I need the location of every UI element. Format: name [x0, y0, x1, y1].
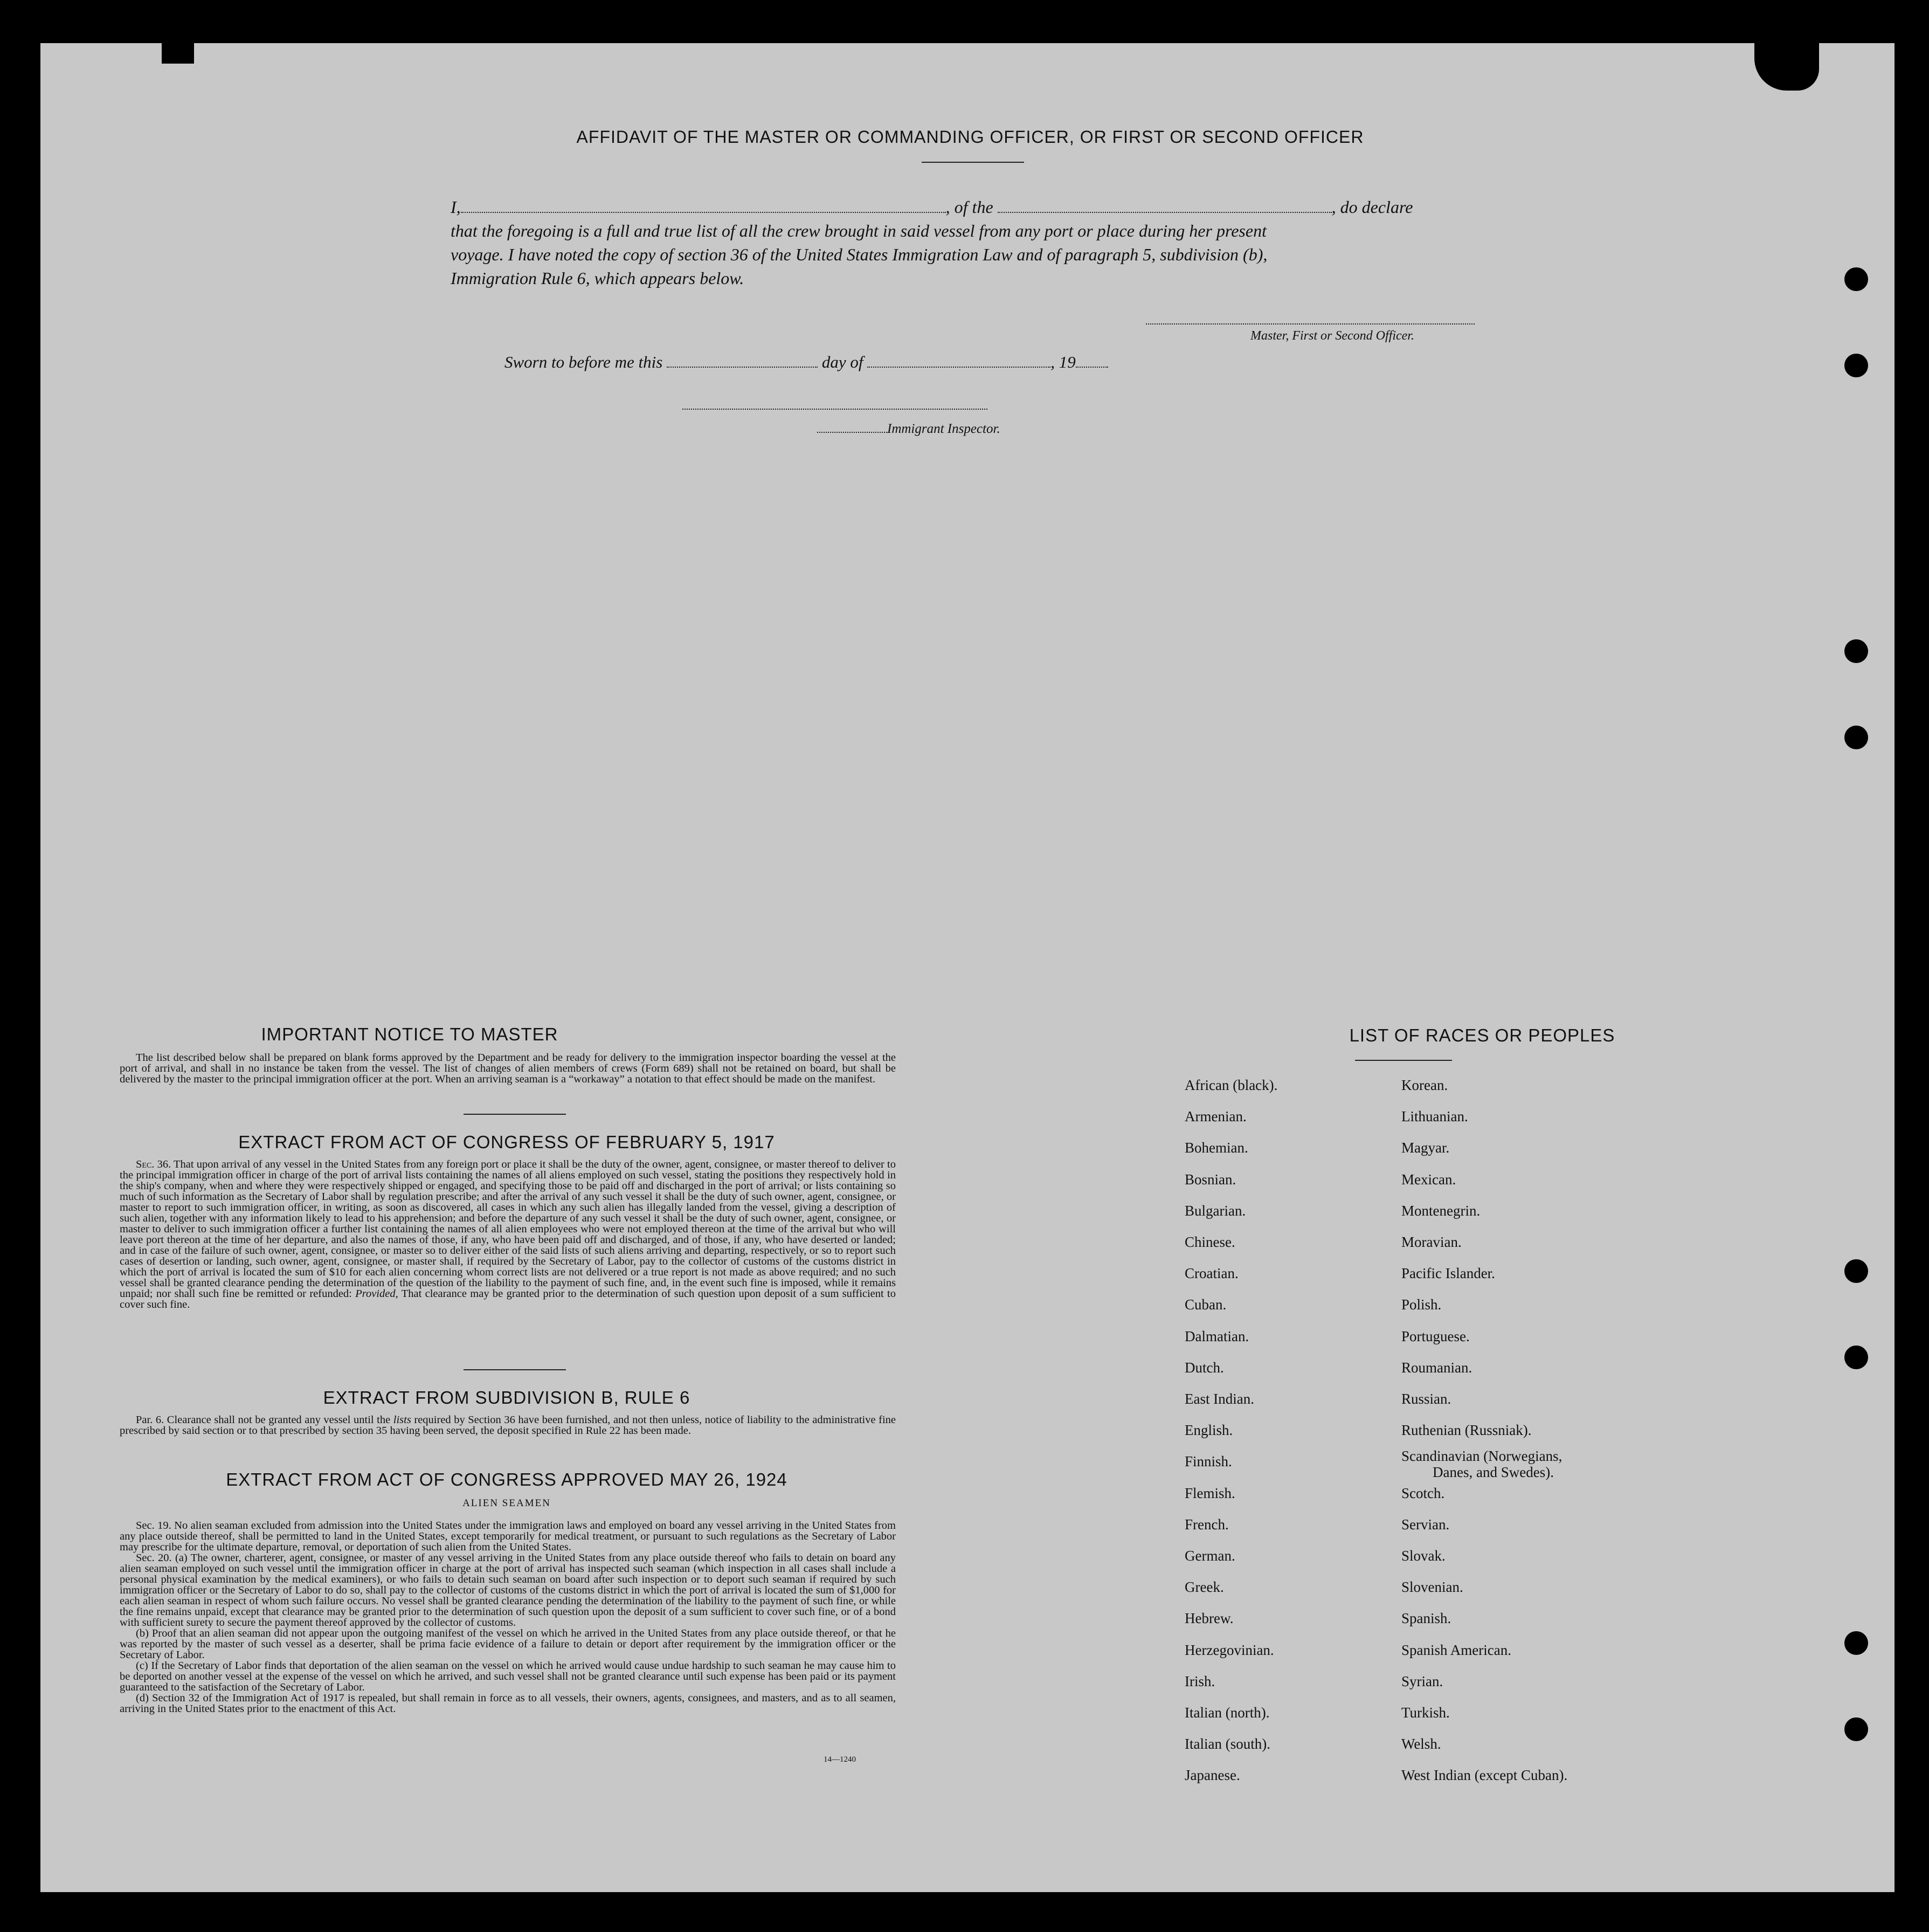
- declaration-line-3: voyage. I have noted the copy of section 36 of the United States Immigration Law and of paragraph 5, subdivision (b),: [451, 245, 1268, 264]
- race-item: Chinese.: [1185, 1234, 1235, 1250]
- race-item: Armenian.: [1185, 1108, 1247, 1125]
- declaration-line-2: that the foregoing is a full and true list of all the crew brought in said vessel from any port or place during her present: [451, 221, 1267, 240]
- race-item: Italian (north).: [1185, 1705, 1270, 1721]
- race-item: Bohemian.: [1185, 1140, 1248, 1156]
- extract-1924-title: EXTRACT FROM ACT OF CONGRESS APPROVED MAY 26, 1924: [226, 1469, 787, 1489]
- punch-hole: [1844, 1346, 1868, 1369]
- punch-hole: [1844, 267, 1868, 291]
- race-item: Cuban.: [1185, 1296, 1227, 1313]
- race-item: Magyar.: [1401, 1140, 1450, 1156]
- provided-word: Provided,: [355, 1288, 398, 1300]
- notice-text: The list described below shall be prepared on blank forms approved by the Department and be ready for delivery to the immigration inspector boarding the vessel at the port of arrival, and shall in no instance be taken from the vessel. The list of changes of alien members of crews (Form 689) shall not be retained on board, but shall be delivered by the master to the principal immigration officer at the port. When an arriving seaman is a “workaway” a notation to that effect should be made on the manifest.: [120, 1052, 896, 1085]
- inspector-signature-blank: [682, 409, 987, 410]
- race-item: Finnish.: [1185, 1453, 1232, 1470]
- year-blank: [1076, 367, 1108, 368]
- race-item: Greek.: [1185, 1579, 1224, 1596]
- race-item: Slovenian.: [1401, 1579, 1463, 1596]
- master-signature-blank: [1146, 323, 1475, 325]
- race-item: German.: [1185, 1548, 1235, 1564]
- race-item: Dalmatian.: [1185, 1328, 1249, 1344]
- punch-hole: [1844, 1631, 1868, 1655]
- form-number: 14—1240: [824, 1755, 856, 1764]
- sec-20b-text: (b) Proof that an alien seaman did not appear upon the outgoing manifest of the vessel on which he arrived in the United States from any place outside thereof, or that he was reported by the master of such vessel as a deserter, shall be prima facie evidence of a failure to detain or deport after requirement by the immigration officer or the Secretary of Labor.: [120, 1627, 896, 1661]
- sec-36-tail: That clearance may be granted prior to the determination of such question upon deposit of a sum sufficient to cover such fine.: [120, 1288, 896, 1310]
- race-item: Lithuanian.: [1401, 1108, 1468, 1125]
- punch-hole: [1844, 1259, 1868, 1283]
- race-item: Servian.: [1401, 1516, 1450, 1533]
- punch-hole: [1844, 639, 1868, 663]
- sworn-line: [504, 353, 1108, 372]
- race-item: French.: [1185, 1516, 1229, 1533]
- extract-rule6-title: EXTRACT FROM SUBDIVISION B, RULE 6: [323, 1388, 690, 1407]
- extract-1924-body: [120, 1520, 896, 1714]
- sworn-label: Sworn to before me this: [504, 353, 663, 371]
- race-item: Pacific Islander.: [1401, 1265, 1495, 1282]
- sec-36-label: Sec. 36.: [136, 1158, 171, 1170]
- sec-19-text: Sec. 19. No alien seaman excluded from admission into the United States under the immigration laws and employed on board any vessel arriving in the United States from any place outside thereof, shall be permitted to land in the United States, except temporarily for medical treatment, or pursuant to such regulations as the Secretary of Labor may prescribe for the ultimate departure, removal, or deportation of such alien from the United States.: [120, 1520, 896, 1553]
- vessel-name-blank: [998, 212, 1332, 213]
- day-of-label: day of: [821, 353, 863, 371]
- race-item: West Indian (except Cuban).: [1401, 1767, 1568, 1784]
- race-item: Scandinavian (Norwegians,: [1401, 1448, 1562, 1465]
- declarant-name-blank: [461, 212, 946, 213]
- race-item-continuation: Danes, and Swedes).: [1433, 1464, 1554, 1480]
- race-item: Syrian.: [1401, 1673, 1443, 1689]
- race-item: Roumanian.: [1401, 1359, 1472, 1376]
- par-6-intro: Par. 6. Clearance shall not be granted any vessel until the: [136, 1414, 391, 1426]
- torn-edge-left: [162, 42, 194, 64]
- race-item: Scotch.: [1401, 1485, 1445, 1501]
- races-title: LIST OF RACES OR PEOPLES: [1349, 1025, 1615, 1045]
- month-blank: [867, 367, 1050, 368]
- race-item: Ruthenian (Russniak).: [1401, 1422, 1532, 1439]
- race-item: East Indian.: [1185, 1391, 1254, 1407]
- declaration-line-1: [451, 197, 1496, 217]
- race-item: Russian.: [1401, 1391, 1451, 1407]
- race-item: Spanish American.: [1401, 1641, 1511, 1658]
- sec-20a-text: Sec. 20. (a) The owner, charterer, agent, consignee, or master of any vessel arriving in the United States from any place outside thereof who fails to detain on board any alien seaman employed on such vessel until the immigration officer in charge at the port of arrival has inspected such seaman (which inspection in all cases shall include a personal physical examination by the medical examiners), or who fails to detain such seaman on board after such inspection or to deport such seaman if required by such immigration officer or the Secretary of Labor to do so, shall pay to the collector of customs of the customs district in which the port of arrival is located the sum of $1,000 for each alien seaman in respect of whom such failure occurs. No vessel shall be granted clearance pending the determination of the liability to the payment of such fine, or while the fine remains unpaid, except that clearance may be granted prior to the determination of such question upon the deposit of a sum sufficient to cover such fine, or of a bond with sufficient surety to secure the payment thereof approved by the collector of customs.: [120, 1552, 896, 1629]
- sec-20c-text: (c) If the Secretary of Labor finds that deportation of the alien seaman on the vessel on which he arrived would cause undue hardship to such seaman he may cause him to be deported on another vessel at the expense of the vessel on which he arrived, and such vessel shall not be granted clearance until such expense has been paid or its payment guaranteed to the satisfaction of the Secretary of Labor.: [120, 1660, 896, 1693]
- race-item: Korean.: [1401, 1077, 1448, 1093]
- punch-hole: [1844, 726, 1868, 749]
- sec-20d-text: (d) Section 32 of the Immigration Act of 1917 is repealed, but shall remain in force as to all vessels, their owners, agents, consignees, and masters, and as to all seamen, arriving in the United States prior to the enactment of this Act.: [120, 1692, 896, 1715]
- inspector-caption-line: [817, 422, 1000, 437]
- master-signature-caption: Master, First or Second Officer.: [1250, 329, 1414, 343]
- year-label: , 19: [1050, 353, 1076, 371]
- race-item: Portuguese.: [1401, 1328, 1470, 1344]
- race-item: Bulgarian.: [1185, 1202, 1246, 1219]
- race-item: Turkish.: [1401, 1705, 1450, 1721]
- inspector-name-blank: [817, 432, 887, 433]
- race-item: Dutch.: [1185, 1359, 1224, 1376]
- section-rule: [464, 1369, 566, 1370]
- day-blank: [667, 367, 818, 368]
- race-item: Montenegrin.: [1401, 1202, 1481, 1219]
- race-item: Welsh.: [1401, 1736, 1441, 1752]
- race-item: Moravian.: [1401, 1234, 1462, 1250]
- inspector-caption: Immigrant Inspector.: [887, 422, 1000, 436]
- extract-1917-title: EXTRACT FROM ACT OF CONGRESS OF FEBRUARY 5, 1917: [238, 1132, 775, 1152]
- race-item: Croatian.: [1185, 1265, 1239, 1282]
- sec-36-body: That upon arrival of any vessel in the United States from any foreign port or place it shall be the duty of the owner, agent, consignee, or master thereof to deliver to the principal immigration officer in charge of the port of arrival lists containing the names of all aliens employed on such vessel, stating the positions they respectively hold in the ship's company, when and where they were respectively shipped or engaged, and specifying those to be paid off and discharged in the port of arrival; or lists containing so much of such information as the Secretary of Labor shall by regulation prescribe; and after the arrival of any such vessel it shall be the duty of such owner, agent, consignee, or master to report to such immigration officer, in writing, as soon as discovered, all cases in which any such alien has illegally landed from the vessel, giving a description of such alien, together with any information likely to lead to his apprehension; and before the departure of any such vessel it shall be the duty of such owner, agent, consignee, or master to deliver to such immigration officer a further list containing the names of all alien employees who were not employed thereon at the time of the arrival but who will leave port thereon at the time of her departure, and also the names of those, if any, who have been paid off and discharged, and of those, if any, who have deserted or landed; and in case of the failure of such owner, agent, consignee, or master so to deliver either of the said lists of such aliens arriving and departing, respectively, or so to report such cases of desertion or landing, such owner, agent, consignee, or master shall, if required by the Secretary of Labor, pay to the collector of customs of the customs district in which the port of arrival is located the sum of $10 for each alien concerning whom correct lists are not delivered or a true report is not made as above required; and no such vessel shall be granted clearance pending the determination of the question of the liability to the payment of such fine, and, in the event such fine is imposed, while it remains unpaid; nor shall such fine be remitted or refunded:: [120, 1158, 896, 1300]
- title-rule: [922, 162, 1024, 163]
- race-item: Polish.: [1401, 1296, 1442, 1313]
- race-item: Flemish.: [1185, 1485, 1235, 1501]
- alien-seamen-subtitle: ALIEN SEAMEN: [462, 1498, 551, 1509]
- of-the-label: , of the: [945, 197, 993, 217]
- race-item: Irish.: [1185, 1673, 1215, 1689]
- punch-hole: [1844, 354, 1868, 377]
- declaration-line-4: Immigration Rule 6, which appears below.: [451, 268, 744, 288]
- extract-rule6-text: [120, 1414, 896, 1436]
- race-item: Slovak.: [1401, 1548, 1446, 1564]
- par-6-body: required by Section 36 have been furnished, and not then unless, notice of liability to the administrative fine prescribed by said section or to that prescribed by section 35 having been served, the deposit specified in Rule 22 has been made.: [120, 1414, 896, 1437]
- lists-word: lists: [393, 1414, 411, 1426]
- race-item: Mexican.: [1401, 1171, 1456, 1188]
- race-item: English.: [1185, 1422, 1233, 1439]
- affidavit-title: AFFIDAVIT OF THE MASTER OR COMMANDING OFFICER, OR FIRST OR SECOND OFFICER: [576, 127, 1364, 147]
- punch-hole: [1844, 1717, 1868, 1741]
- notice-title: IMPORTANT NOTICE TO MASTER: [261, 1024, 558, 1044]
- race-item: African (black).: [1185, 1077, 1278, 1093]
- race-item: Bosnian.: [1185, 1171, 1236, 1188]
- declarant-label: I,: [451, 197, 461, 217]
- race-item: Japanese.: [1185, 1767, 1240, 1784]
- race-item: Hebrew.: [1185, 1610, 1234, 1627]
- do-declare-label: , do declare: [1331, 197, 1413, 217]
- extract-1917-text: [120, 1159, 896, 1310]
- race-item: Italian (south).: [1185, 1736, 1270, 1752]
- race-item: Spanish.: [1401, 1610, 1451, 1627]
- race-item: Herzegovinian.: [1185, 1641, 1274, 1658]
- races-title-rule: [1355, 1060, 1452, 1061]
- section-rule: [464, 1114, 566, 1115]
